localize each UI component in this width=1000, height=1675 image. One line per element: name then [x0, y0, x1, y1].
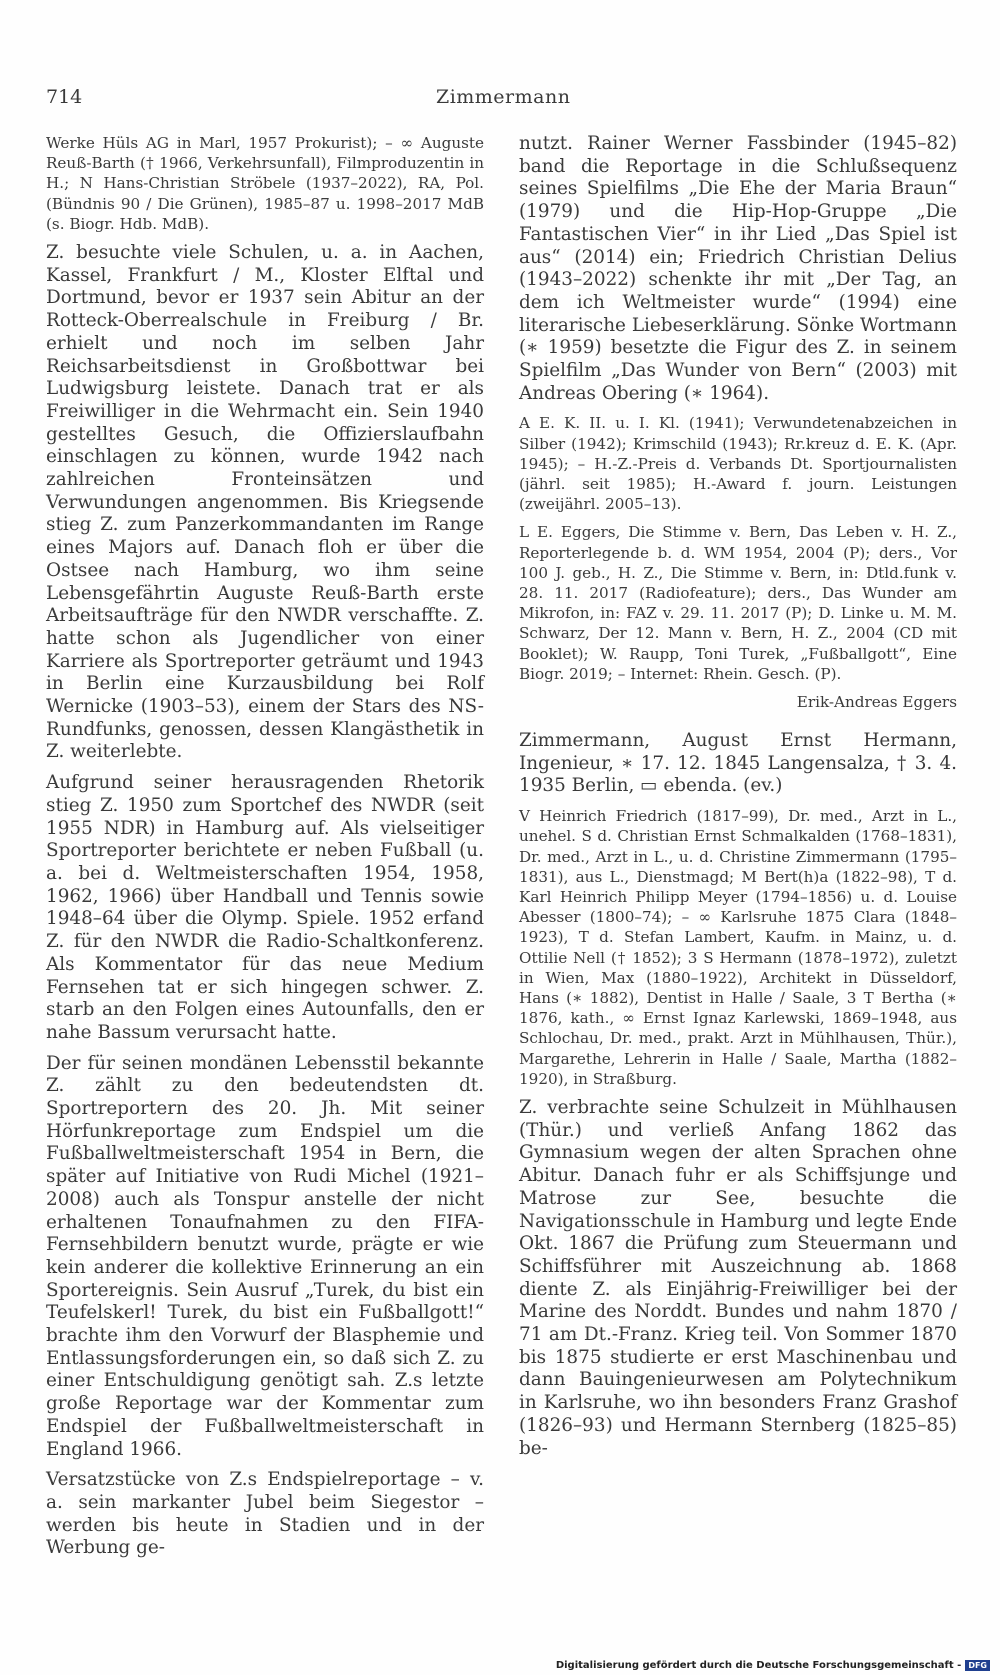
reference-paragraph: L E. Eggers, Die Stimme v. Bern, Das Leben v. H. Z., Reporterlegende b. d. WM 1954, 2004 (P); ders., Vor 100 J. geb., H. Z., Die Stimme v. Bern, in: Dtld.funk v. 28. 11. 2017 (Radiofeature); ders., Das Wunder am Mikrofon, in: FAZ v. 29. 11. 2017 (P); D. Linke u. M. M. Schwarz, Der 12. Mann v. Bern, H. Z., 2004 (CD mit Booklet); W. Raupp, Toni Turek, „Fußballgott“, Eine Biogr. 2019; – Internet: Rhein. Gesch. (P).	[519, 523, 957, 683]
body-paragraph: Zimmermann, August Ernst Hermann, Ingenieur, ∗ 17. 12. 1845 Langensalza, † 3. 4. 1935 Berlin, ▭ ebenda. (ev.)	[519, 730, 957, 797]
body-paragraph: Versatzstücke von Z.s Endspielreportage – v. a. sein markanter Jubel beim Siegestor – werden bis heute in Stadien und in der Werbung ge-	[46, 1469, 484, 1559]
reference-paragraph: Werke Hüls AG in Marl, 1957 Prokurist); – ∞ Auguste Reuß-Barth († 1966, Verkehrsunfall), Filmproduzentin in H.; N Hans-Christian Ströbele (1937–2022), RA, Pol. (Bündnis 90 / Die Grünen), 1985–87 u. 1998–2017 MdB (s. Biogr. Hdb. MdB).	[46, 134, 484, 233]
right-column	[519, 133, 957, 1468]
footer-credit	[556, 1660, 990, 1671]
body-paragraph: Z. verbrachte seine Schulzeit in Mühlhausen (Thür.) und verließ Anfang 1862 das Gymnasium wegen der alten Sprachen ohne Abitur. Danach fuhr er als Schiffsjunge und Matrose zur See, besuchte die Navigationsschule in Hamburg und legte Ende Okt. 1867 die Prüfung zum Steuermann und Schiffsführer mit Auszeichnung ab. 1868 diente Z. als Einjährig-Freiwilliger bei der Marine des Norddt. Bundes und nahm 1870 / 71 am Dt.-Franz. Krieg teil. Von Sommer 1870 bis 1875 studierte er erst Maschinenbau und dann Bauingenieurwesen am Polytechnikum in Karlsruhe, wo ihn besonders Franz Grashof (1826–93) und Hermann Sternberg (1825–85) be-	[519, 1097, 957, 1459]
body-paragraph: Aufgrund seiner herausragenden Rhetorik stieg Z. 1950 zum Sportchef des NWDR (seit 1955 NDR) in Hamburg auf. Als vielseitiger Sportreporter berichtete er neben Fußball (u. a. bei d. Weltmeisterschaften 1954, 1958, 1962, 1966) über Handball und Tennis sowie 1948–64 über die Olymp. Spiele. 1952 erfand Z. für den NWDR die Radio-Schaltkonferenz. Als Kommentator für das neue Medium Fernsehen tat er sich hingegen schwer. Z. starb an den Folgen eines Autounfalls, den er nahe Bassum verursacht hatte.	[46, 772, 484, 1043]
reference-paragraph: A E. K. II. u. I. Kl. (1941); Verwundetenabzeichen in Silber (1942); Krimschild (1943); Rr.kreuz d. E. K. (Apr. 1945); – H.-Z.-Preis d. Verbands Dt. Sportjournalisten (jährl. seit 1985); H.-Award f. journ. Leistungen (zweijährl. 2005–13).	[519, 414, 957, 514]
reference-paragraph: V Heinrich Friedrich (1817–99), Dr. med., Arzt in L., unehel. S d. Christian Ernst Schmalkalden (1768–1831), Dr. med., Arzt in L., u. d. Christine Zimmermann (1795–1831), aus L., Dienstmagd; M Bert(h)a (1822–98), T d. Karl Heinrich Philipp Meyer (1794–1856) u. d. Louise Abesser (1800–74); – ∞ Karlsruhe 1875 Clara (1848–1923), T d. Stefan Lambert, Kaufm. in Mainz, u. d. Ottilie Nell († 1852); 3 S Hermann (1878–1972), zuletzt in Wien, Max (1880–1922), Architekt in Düsseldorf, Hans (∗ 1882), Dentist in Halle / Saale, 3 T Bertha (∗ 1876, kath., ∞ Ernst Ignaz Karlewski, 1869–1948, aus Schlochau, Dr. med., prakt. Arzt in Mühlhausen, Thür.), Margarethe, Lehrerin in Halle / Saale, Martha (1882–1920), in Straßburg.	[519, 807, 957, 1088]
article-author: Erik-Andreas Eggers	[796, 693, 957, 712]
page-header	[46, 86, 946, 116]
dfg-logo-icon: DFG	[965, 1660, 990, 1671]
body-paragraph: Der für seinen mondänen Lebensstil bekannte Z. zählt zu den bedeutendsten dt. Sportreportern des 20. Jh. Mit seiner Hörfunkreportage zum Endspiel um die Fußballweltmeisterschaft 1954 in Bern, die später auf Initiative von Rudi Michel (1921–2008) auch als Tonspur anstelle der nicht erhaltenen Tonaufnahmen zu den FIFA-Fernsehbildern benutzt wurde, prägte er wie kein anderer die kollektive Erinnerung an ein Sportereignis. Sein Ausruf „Turek, du bist ein Teufelskerl! Turek, du bist ein Fußballgott!“ brachte ihm den Vorwurf der Blasphemie und Entlassungsforderungen ein, so daß sich Z. zu einer Entschuldigung genötigt sah. Z.s letzte große Reportage war der Kommentar zum Endspiel der Fußballweltmeisterschaft in England 1966.	[46, 1052, 484, 1460]
body-paragraph: nutzt. Rainer Werner Fassbinder (1945–82) band die Reportage in die Schlußsequenz seines Spielfilms „Die Ehe der Maria Braun“ (1979) und die Hip-Hop-Gruppe „Die Fantastischen Vier“ in ihr Lied „Das Spiel ist aus“ (2014) ein; Friedrich Christian Delius (1943–2022) schenkte ihr mit „Der Tag, an dem ich Weltmeister wurde“ (1994) eine literarische Liebeserklärung. Sönke Wortmann (∗ 1959) besetzte die Figur des Z. in seinem Spielfilm „Das Wunder von Bern“ (2003) mit Andreas Obering (∗ 1964).	[519, 133, 957, 404]
body-paragraph: Z. besuchte viele Schulen, u. a. in Aachen, Kassel, Frankfurt / M., Kloster Elftal und Dortmund, bevor er 1937 sein Abitur an der Rotteck-Oberrealschule in Freiburg / Br. erhielt und noch im selben Jahr Reichsarbeitsdienst in Großbottwar bei Ludwigsburg leistete. Danach trat er als Freiwilliger in die Wehrmacht ein. Sein 1940 gestelltes Gesuch, die Offizierslaufbahn einschlagen zu können, wurde 1942 nach zahlreichen Fronteinsätzen und Verwundungen angenommen. Bis Kriegsende stieg Z. zum Panzerkommandanten im Range eines Majors auf. Danach floh er über die Ostsee nach Hamburg, wo ihm seine Lebensgefährtin Auguste Reuß-Barth erste Arbeitsaufträge für den NWDR verschaffte. Z. hatte schon als Jugendlicher von einer Karriere als Sportreporter geträumt und 1943 in Berlin eine Kurzausbildung bei Rolf Wernicke (1903–53), einem der Stars des NS-Rundfunks, genossen, dessen Klangästhetik in Z. weiterlebte.	[46, 242, 484, 763]
page-number: 714	[46, 86, 83, 108]
left-column	[46, 133, 484, 1568]
running-head: Zimmermann	[436, 86, 571, 108]
footer-credit-text: Digitalisierung gefördert durch die Deutsche Forschungsgemeinschaft -	[555, 1660, 962, 1671]
